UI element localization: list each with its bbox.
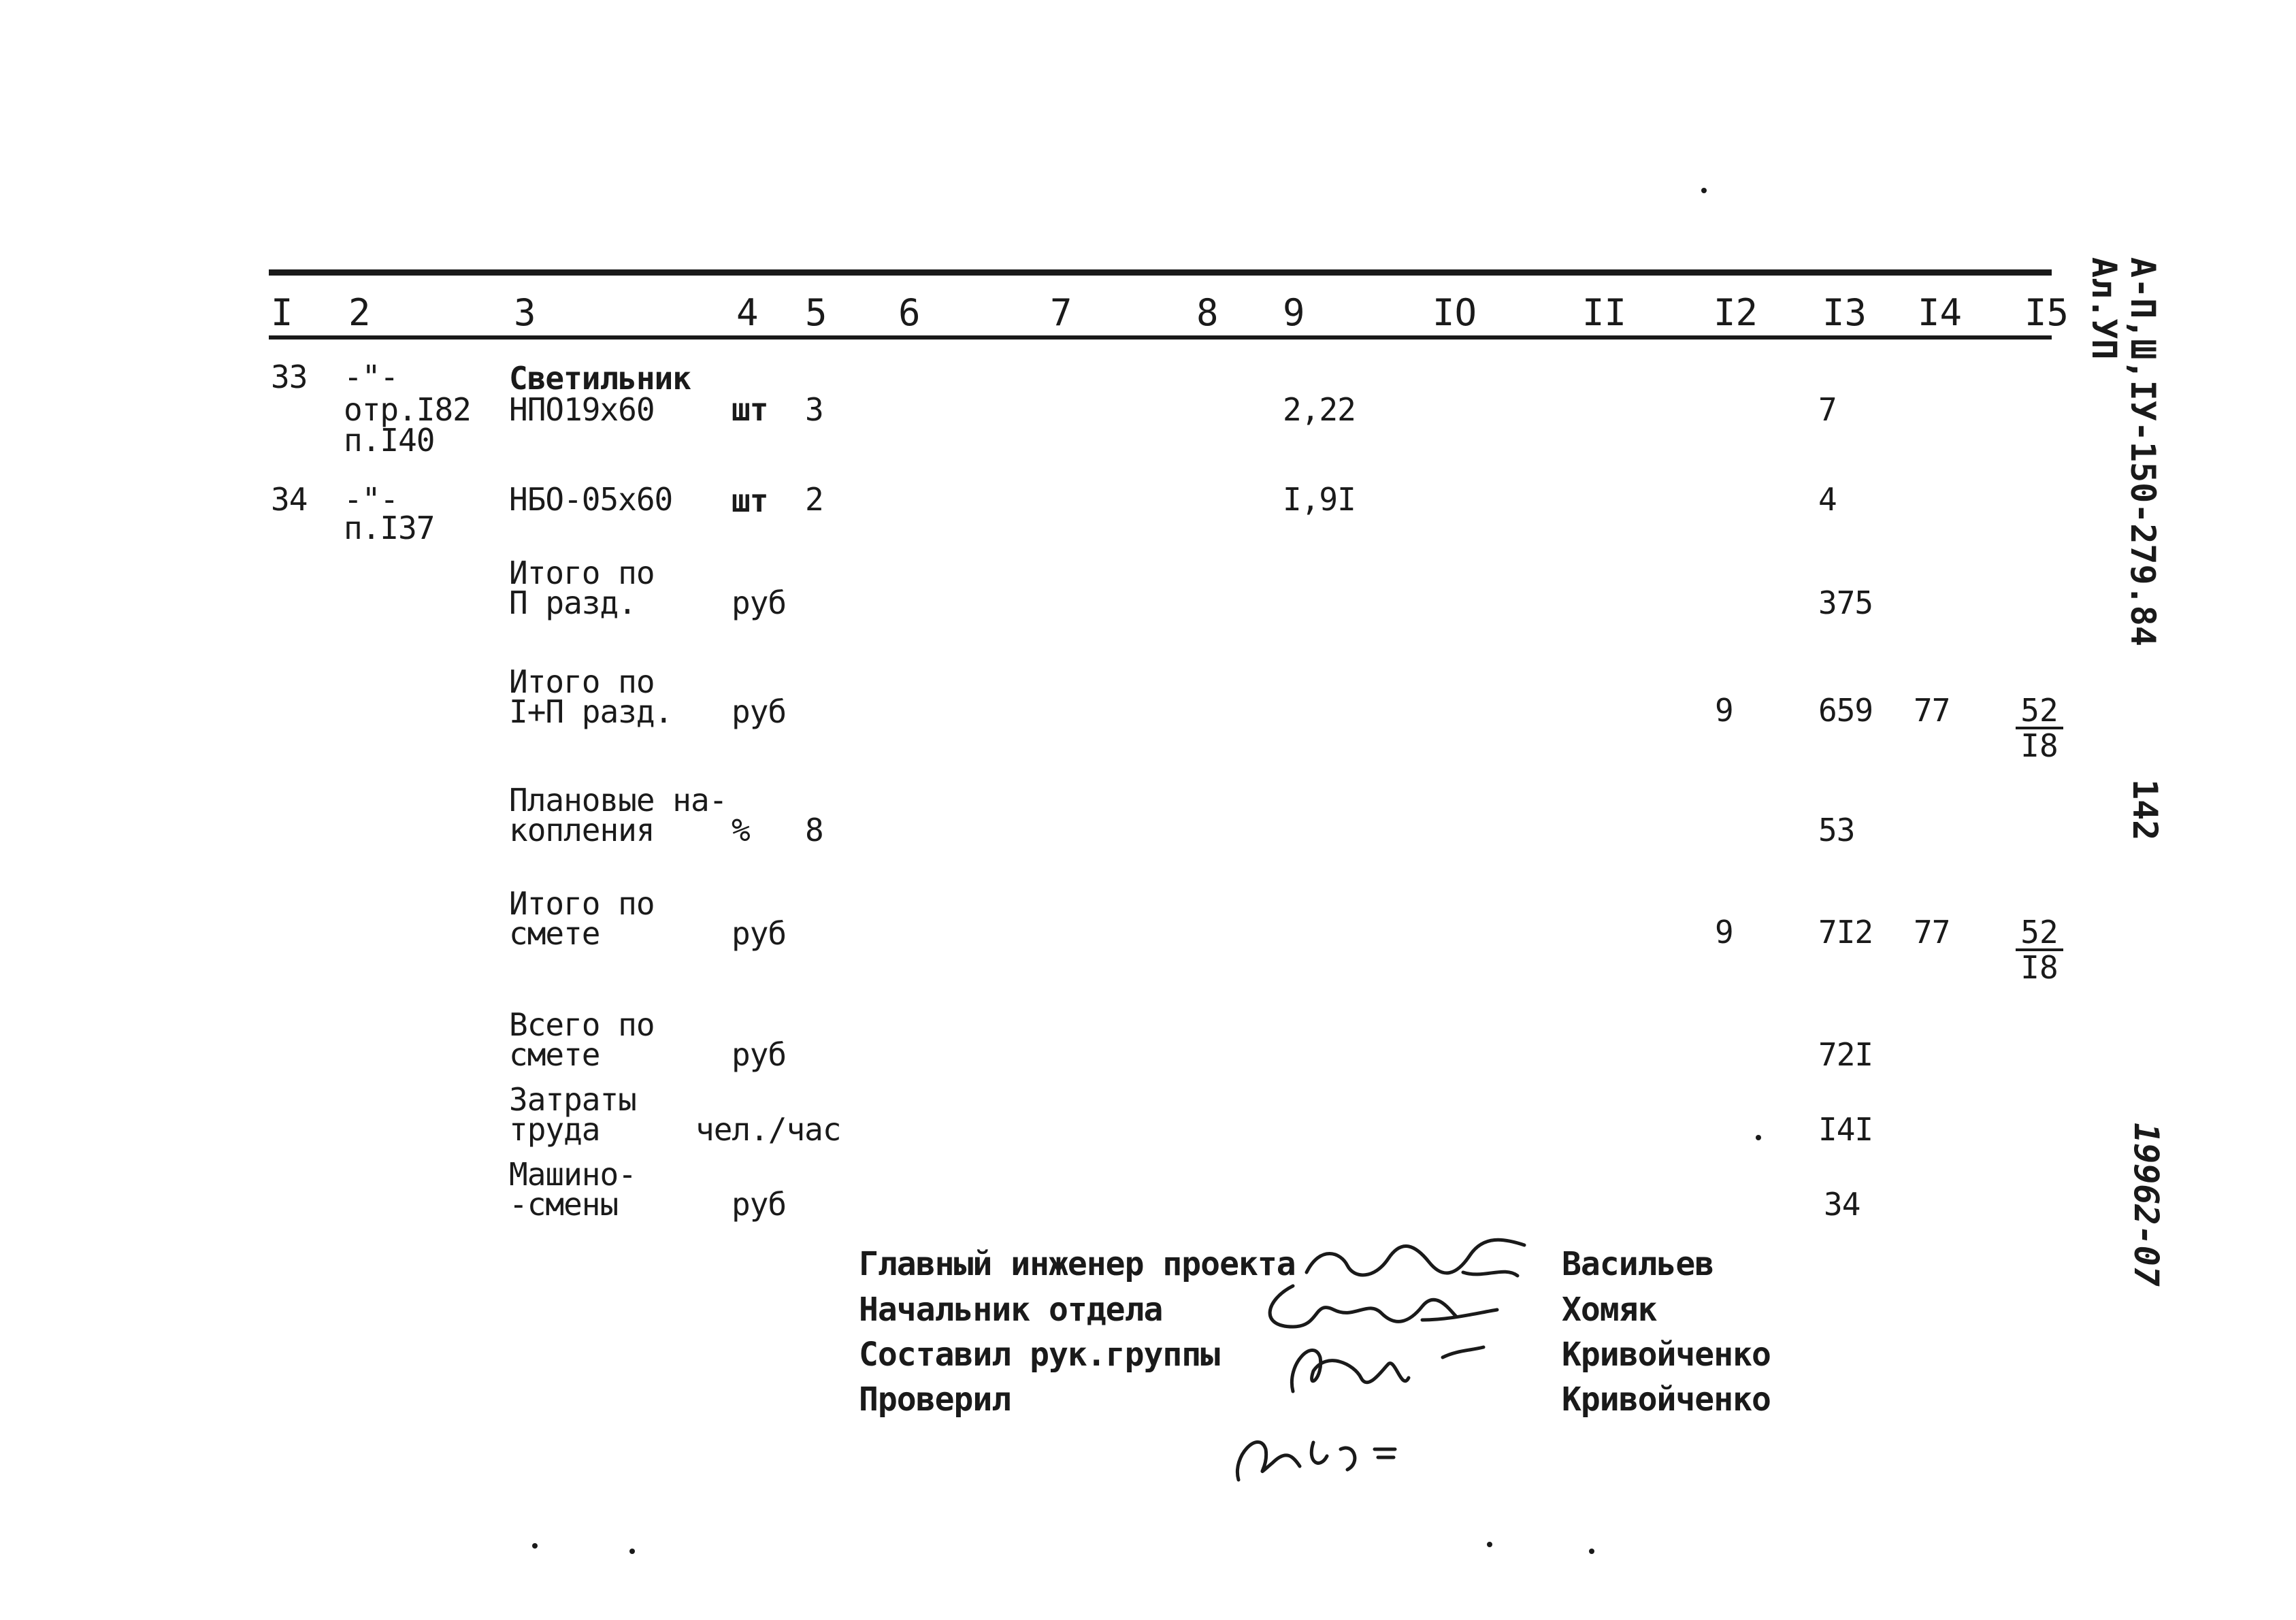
col-number-6: 6 bbox=[898, 291, 921, 334]
page-number-text: 142 bbox=[2125, 779, 2165, 841]
document-code-line-2: Ал.УП bbox=[2084, 257, 2124, 360]
col-number-8: 8 bbox=[1196, 291, 1219, 334]
page-number bbox=[2127, 779, 2163, 840]
item-name: Затраты bbox=[509, 1081, 636, 1118]
total-cost: 7I2 bbox=[1818, 914, 1873, 950]
quantity: 8 bbox=[805, 812, 823, 848]
unit: % bbox=[732, 812, 750, 848]
total-cost: 53 bbox=[1818, 812, 1855, 848]
col-number-5: 5 bbox=[805, 291, 827, 334]
col15-fraction bbox=[2016, 916, 2063, 984]
col-number-14: I4 bbox=[1918, 291, 1963, 334]
row-number: 34 bbox=[271, 481, 308, 518]
reference-line: -"- bbox=[344, 359, 399, 395]
reference-line: п.I37 bbox=[344, 510, 435, 546]
item-name: -смены bbox=[509, 1186, 619, 1223]
col-number-7: 7 bbox=[1050, 291, 1072, 334]
unit: руб bbox=[732, 584, 787, 621]
col-number-4: 4 bbox=[736, 291, 759, 334]
fraction-denominator: I8 bbox=[2020, 949, 2059, 986]
total-cost: I4I bbox=[1818, 1111, 1873, 1148]
document-code-line-1: А-П,Ш,IУ-150-279.84 bbox=[2123, 257, 2163, 646]
item-name: копления bbox=[509, 812, 655, 848]
total-cost: 4 bbox=[1818, 481, 1837, 518]
signature-name: Васильев bbox=[1562, 1245, 1714, 1283]
unit-price: 2,22 bbox=[1283, 391, 1356, 428]
signature-name: Кривойченко bbox=[1562, 1336, 1771, 1374]
scan-speck bbox=[1487, 1542, 1492, 1547]
item-name: Итого по bbox=[509, 555, 655, 591]
col12-value: 9 bbox=[1715, 914, 1733, 950]
scan-speck bbox=[532, 1543, 538, 1549]
quantity: 2 bbox=[805, 481, 823, 518]
unit: шт bbox=[732, 482, 768, 519]
col14-value: 77 bbox=[1914, 692, 1950, 729]
scan-speck bbox=[629, 1549, 635, 1554]
handwritten-signature-3 bbox=[1266, 1330, 1490, 1405]
fraction-numerator: 52 bbox=[2016, 916, 2063, 951]
fraction-numerator: 52 bbox=[2016, 694, 2063, 729]
reference-line: п.I40 bbox=[344, 422, 435, 459]
quantity: 3 bbox=[805, 391, 823, 428]
table-top-rule bbox=[269, 269, 2052, 276]
item-name: смете bbox=[509, 1036, 600, 1073]
signature-name: Хомяк bbox=[1562, 1291, 1657, 1329]
total-cost: 34 bbox=[1824, 1186, 1860, 1223]
col-number-2: 2 bbox=[348, 291, 371, 334]
scan-speck bbox=[1756, 1135, 1761, 1140]
col14-value: 77 bbox=[1914, 914, 1950, 950]
inventory-number-text: 19962-07 bbox=[2127, 1123, 2166, 1287]
scan-speck bbox=[1701, 188, 1707, 193]
unit-price: I,9I bbox=[1283, 481, 1356, 518]
unit: руб bbox=[732, 1186, 787, 1223]
item-name: П разд. bbox=[509, 584, 636, 621]
total-cost: 7 bbox=[1818, 391, 1837, 428]
document-sheet bbox=[2086, 257, 2122, 360]
signature-name: Кривойченко bbox=[1562, 1381, 1771, 1419]
signature-role: Начальник отдела bbox=[859, 1291, 1163, 1329]
item-name: Всего по bbox=[509, 1006, 655, 1043]
unit: руб bbox=[732, 1036, 787, 1073]
col-number-11: II bbox=[1582, 291, 1627, 334]
item-name: труда bbox=[509, 1111, 600, 1148]
signature-role: Составил рук.группы bbox=[859, 1336, 1220, 1374]
item-name: НПО19х60 bbox=[509, 391, 655, 428]
scan-speck bbox=[1589, 1549, 1594, 1554]
item-name: Итого по bbox=[509, 885, 655, 922]
item-name: Машино- bbox=[509, 1156, 636, 1193]
col-number-3: 3 bbox=[514, 291, 536, 334]
item-name: смете bbox=[509, 915, 600, 952]
row-number: 33 bbox=[271, 359, 308, 395]
inventory-number bbox=[2129, 1123, 2164, 1287]
handwritten-signature-4 bbox=[1218, 1415, 1422, 1490]
total-cost: 375 bbox=[1818, 584, 1873, 621]
reference-line: -"- bbox=[344, 481, 399, 518]
col15-fraction bbox=[2016, 694, 2063, 762]
signature-role: Главный инженер проекта bbox=[859, 1245, 1296, 1283]
item-name: Итого по bbox=[509, 663, 655, 700]
col-number-12: I2 bbox=[1713, 291, 1758, 334]
unit: шт bbox=[732, 391, 768, 428]
unit: руб bbox=[732, 915, 787, 952]
col-number-10: IO bbox=[1432, 291, 1477, 334]
col-number-1: I bbox=[271, 291, 293, 334]
col-number-13: I3 bbox=[1822, 291, 1867, 334]
total-cost: 72I bbox=[1818, 1036, 1873, 1073]
item-name: Плановые на- bbox=[509, 782, 727, 819]
unit: руб bbox=[732, 693, 787, 730]
fraction-denominator: I8 bbox=[2020, 727, 2059, 764]
reference-line: отр.I82 bbox=[344, 391, 471, 428]
signature-role: Проверил bbox=[859, 1381, 1011, 1419]
col12-value: 9 bbox=[1715, 692, 1733, 729]
item-name: Светильник bbox=[509, 360, 691, 397]
unit: чел./час bbox=[695, 1111, 841, 1148]
document-code bbox=[2125, 257, 2161, 646]
item-name: I+П разд. bbox=[509, 693, 673, 730]
col-number-9: 9 bbox=[1283, 291, 1305, 334]
total-cost: 659 bbox=[1818, 692, 1873, 729]
col-number-15: I5 bbox=[2024, 291, 2069, 334]
table-header-rule bbox=[269, 335, 2052, 340]
item-name: НБО-05х60 bbox=[509, 481, 673, 518]
